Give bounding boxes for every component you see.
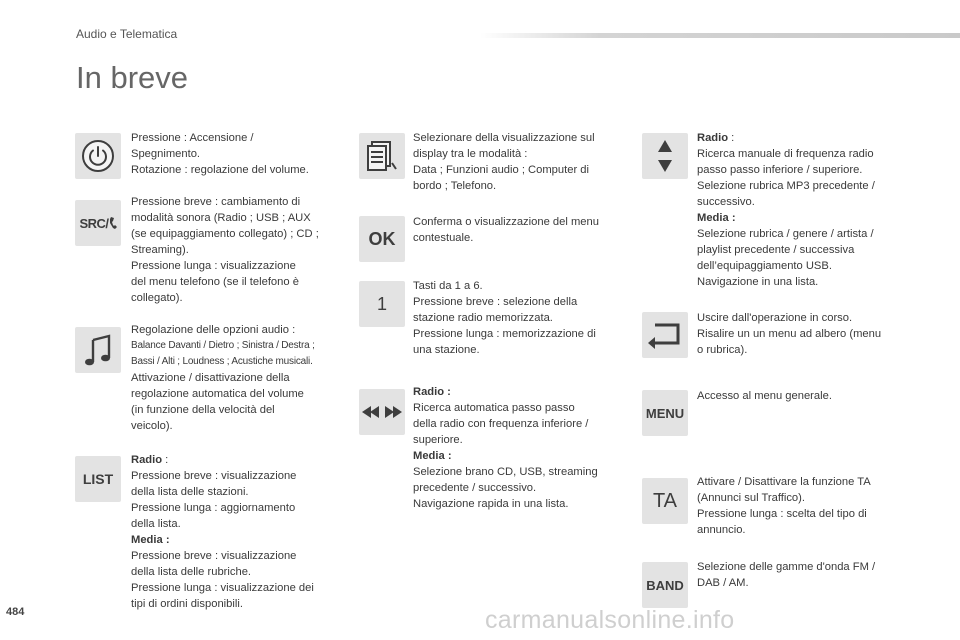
band-description: Selezione delle gamme d'onda FM / DAB / AM. bbox=[697, 561, 876, 589]
updown-description: Radio : Ricerca manuale di frequenza radio passo passo inferiore / superiore. Selezione rubrica MP3 precedente / successivo. Media : Selezione rubrica / genere / artista / playlist precedente / successiva dell’equipaggiamento USB. Navigazione in una lista. bbox=[697, 132, 875, 288]
ta-label: TA bbox=[652, 489, 678, 512]
watermark: carmanualsonline.info bbox=[485, 606, 735, 634]
list-description: Radio : Pressione breve : visualizzazione della lista delle stazioni. Pressione lunga : aggiornamento della lista. Media : Pressione breve : visualizzazione della lista delle rubriche. Pressione lunga : visualizzazione dei tipi di ordini disponibili. bbox=[131, 454, 314, 610]
ok-description: Conferma o visualizzazione del menu contestuale. bbox=[413, 216, 599, 244]
menu-description: Accesso al menu generale. bbox=[697, 390, 832, 402]
src-label: SRC/ bbox=[79, 215, 109, 231]
preset-button-icon bbox=[359, 281, 405, 327]
power-description: Pressione : Accensione / Spegnimento. Rotazione : regolazione del volume. bbox=[131, 132, 309, 176]
seek-description: Radio : Ricerca automatica passo passo della radio con frequenza inferiore / superiore. Media : Selezione brano CD, USB, streaming precedente / successivo. Navigazione rapida in una lista. bbox=[413, 386, 598, 510]
src-phone-button-icon bbox=[75, 200, 121, 246]
music-note-icon bbox=[75, 327, 121, 373]
display-description: Selezionare della visualizzazione sul display tra le modalità : Data ; Funzioni audio ; Computer di bordo ; Telefono. bbox=[413, 132, 595, 192]
presets-description: Tasti da 1 a 6. Pressione breve : selezione della stazione radio memorizzata. Pressione lunga : memorizzazione di una stazione. bbox=[413, 280, 596, 356]
seek-arrows-icon bbox=[359, 389, 405, 435]
list-button-icon bbox=[75, 456, 121, 502]
ok-button-icon bbox=[359, 216, 405, 262]
ta-description: Attivare / Disattivare la funzione TA (Annunci sul Traffico). Pressione lunga : scelta del tipo di annuncio. bbox=[697, 476, 871, 536]
ta-button-icon bbox=[642, 478, 688, 524]
audio-description: Regolazione delle opzioni audio : Balance Davanti / Dietro ; Sinistra / Destra ; Bassi / Alti ; Loudness ; Acustiche musicali. Attivazione / disattivazione della regolazione automatica del volume (in funzione della velocità del veicolo). bbox=[131, 324, 315, 432]
header-divider bbox=[480, 33, 960, 38]
power-button-icon bbox=[75, 133, 121, 179]
band-label: BAND bbox=[646, 577, 684, 593]
src-description: Pressione breve : cambiamento di modalità sonora (Radio ; USB ; AUX (se equipaggiamento collegato) ; CD ; Streaming). Pressione lunga : visualizzazione del menu telefono (se il telefono è collegato). bbox=[131, 196, 319, 304]
up-down-arrows-icon bbox=[642, 133, 688, 179]
ok-label: OK bbox=[368, 228, 396, 249]
menu-button-icon bbox=[642, 390, 688, 436]
preset-label: 1 bbox=[376, 293, 387, 314]
section-title: Audio e Telematica bbox=[76, 27, 178, 41]
phone-icon bbox=[109, 216, 117, 230]
list-label: LIST bbox=[82, 471, 114, 487]
page-number: 484 bbox=[6, 606, 25, 618]
back-description: Uscire dall'operazione in corso. Risalire un un menu ad albero (menu o rubrica). bbox=[697, 312, 882, 356]
display-modes-icon bbox=[359, 133, 405, 179]
menu-label: MENU bbox=[645, 405, 685, 421]
page-title: In breve bbox=[76, 60, 189, 95]
back-arrow-icon bbox=[642, 312, 688, 358]
band-button-icon bbox=[642, 562, 688, 608]
